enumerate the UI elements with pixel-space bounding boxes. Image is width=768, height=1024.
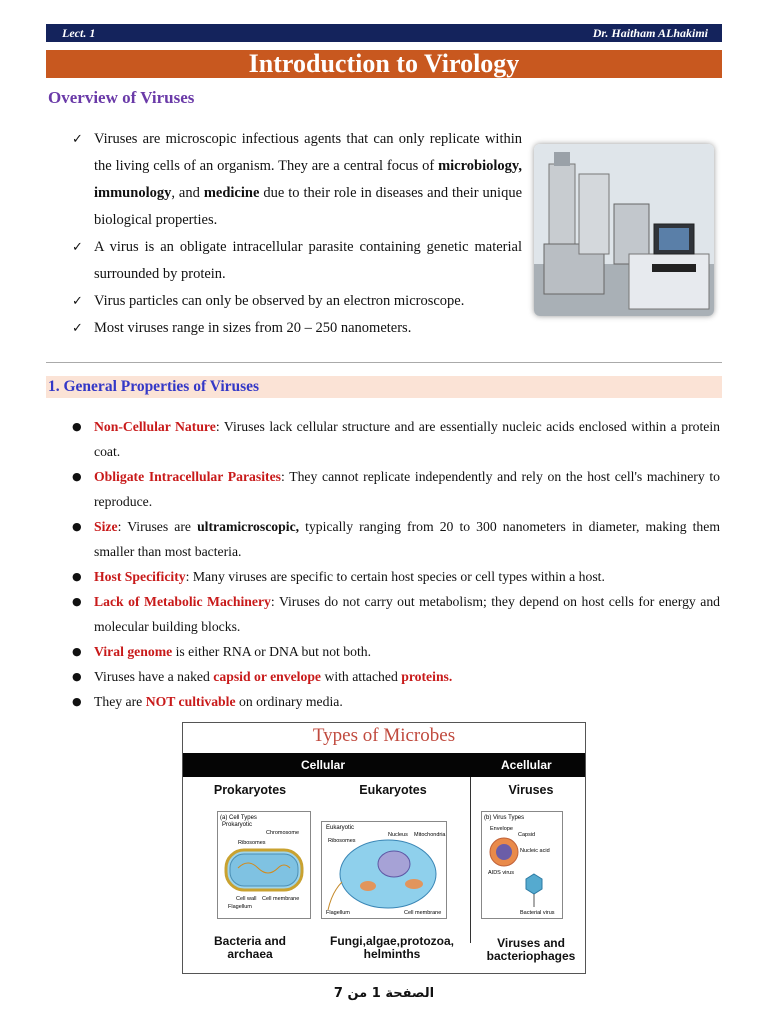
column-prokaryotes: Prokaryotes [213,783,287,797]
caption-eukaryotes: Fungi,algae,protozoa, helminths [329,934,454,961]
section-divider [46,362,722,363]
property-item: ● Lack of Metabolic Machinery: Viruses do not carry out metabolism; they depend on host cells for energy and molecular building blocks. [72,589,720,639]
svg-text:Cell wall: Cell wall [236,896,257,902]
figure-title: Types of Microbes [312,725,456,746]
column-eukaryotes: Eukaryotes [359,783,427,797]
svg-text:Envelope: Envelope [490,826,513,832]
properties-heading: 1. General Properties of Viruses [48,378,260,395]
bullet-icon: ● [72,570,82,583]
property-item: ● Viruses have a naked capsid or envelope with attached proteins. [72,664,720,689]
svg-text:Nucleic acid: Nucleic acid [520,848,550,854]
prokaryote-fig-title: (a) Cell Types [220,815,257,821]
checkmark-icon: ✓ [72,294,83,309]
overview-item: ✓ Virus particles can only be observed by an electron microscope. [72,288,522,315]
properties-list [72,414,720,714]
bullet-icon: ● [72,645,82,658]
svg-text:Ribosomes: Ribosomes [238,840,266,846]
virus-fig-title: (b) Virus Types [484,815,525,821]
svg-text:Cell membrane: Cell membrane [262,896,300,902]
property-item: ● Size: Viruses are ultramicroscopic, typically ranging from 20 to 300 nanometers in diameter, making them smaller than most bacteria. [72,514,720,564]
svg-text:AIDS virus: AIDS virus [488,870,514,876]
bullet-icon: ● [72,420,82,433]
page-number-footer: الصفحة 1 من 7 [333,986,435,1001]
virus-figure [481,811,563,919]
svg-text:Bacterial virus: Bacterial virus [520,910,555,916]
svg-text:Ribosomes: Ribosomes [328,838,356,844]
column-viruses: Viruses [508,783,554,797]
figure-group-bar [183,753,585,777]
page-title: Introduction to Virology [46,50,722,78]
svg-text:Nucleus: Nucleus [388,832,408,838]
checkmark-icon: ✓ [72,240,83,255]
eukaryote-cell-figure [321,821,447,919]
overview-item: ✓ Viruses are microscopic infectious agents that can only replicate within the living cells of an organism. They are a central focus of microbiology, immunology, and medicine due to their role in diseases and their unique biological properties. [72,126,522,234]
prokaryote-cell-figure [217,811,311,919]
property-item: ● Viral genome is either RNA or DNA but not both. [72,639,720,664]
checkmark-icon: ✓ [72,132,83,147]
svg-text:Cell membrane: Cell membrane [404,910,442,916]
figure-divider [470,777,471,943]
svg-text:Flagellum: Flagellum [228,904,252,910]
header-bar [46,24,722,42]
bullet-icon: ● [72,670,82,683]
bullet-icon: ● [72,595,82,608]
lecture-number: Lect. 1 [62,26,96,40]
types-of-microbes-figure [182,722,586,974]
svg-text:Mitochondria: Mitochondria [414,832,446,838]
property-item: ● Non-Cellular Nature: Viruses lack cellular structure and are essentially nucleic acids enclosed within a protein coat. [72,414,720,464]
overview-item: ✓ Most viruses range in sizes from 20 – 250 nanometers. [72,315,522,342]
overview-item: ✓ A virus is an obligate intracellular parasite containing genetic material surrounded by protein. [72,234,522,288]
property-item: ● Host Specificity: Many viruses are specific to certain host species or cell types within a host. [72,564,720,589]
property-item: ● Obligate Intracellular Parasites: They cannot replicate independently and rely on the host cell's machinery to reproduce. [72,464,720,514]
bullet-icon: ● [72,695,82,708]
bullet-icon: ● [72,470,82,483]
checkmark-icon: ✓ [72,321,83,336]
overview-heading: Overview of Viruses [48,88,195,107]
svg-text:Flagellum: Flagellum [326,910,350,916]
eukaryote-fig-sub: Eukaryotic [326,825,355,831]
svg-text:Chromosome: Chromosome [266,830,300,836]
overview-list [72,126,522,342]
bullet-icon: ● [72,520,82,533]
electron-microscope-photo [534,144,714,316]
svg-text:Capsid: Capsid [518,832,536,838]
group-cellular: Cellular [301,758,346,772]
caption-viruses: Viruses and bacteriophages [486,936,576,963]
prokaryote-fig-sub: Prokaryotic [222,822,253,828]
property-item: ● They are NOT cultivable on ordinary media. [72,689,720,714]
group-acellular: Acellular [501,758,552,772]
properties-heading-bar [46,376,722,398]
caption-prokaryotes: Bacteria and archaea [213,934,287,961]
author-name: Dr. Haitham ALhakimi [592,26,708,40]
